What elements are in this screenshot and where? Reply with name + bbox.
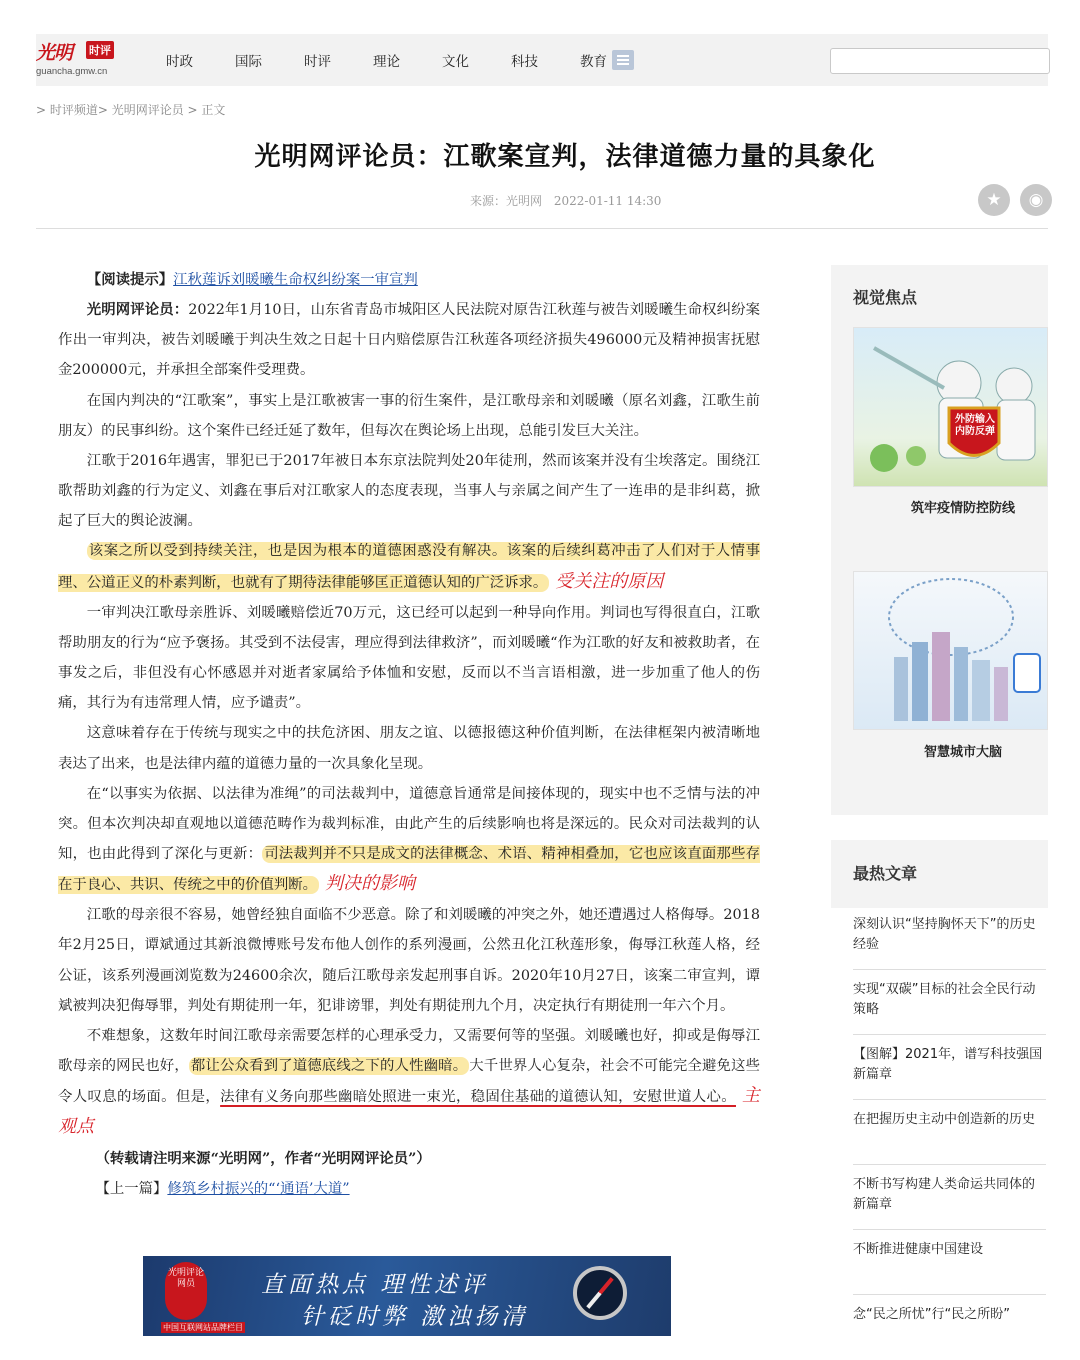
banner-slogan-2: 针砭时弊 激浊扬清: [301, 1304, 529, 1330]
hot-article-item[interactable]: 实现“双碳”目标的社会全民行动策略: [853, 970, 1046, 1035]
paragraph-7-text: 在“以事实为依据、以法律为准绳”的司法裁判中，道德意旨通常是间接体现的，现实中也不乏情与法的冲突。但本次判决却直观地以道德范畴作为裁判标准，由此产生的后续影响也将是深远的。民众对司法裁判的认知，也由此得到了深化与更新：: [58, 785, 760, 862]
previous-article: [58, 1174, 760, 1204]
article-body: [58, 265, 760, 1204]
underline-main-point: 法律有义务向那些幽暗处照进一束光，稳固住基础的道德认知，安慰世道人心。: [220, 1089, 736, 1106]
visual-focus-title: 视觉焦点: [853, 288, 918, 307]
highlight-judgment-impact: 司法裁判并不只是成文的法律概念、术语、精神相叠加，它也应该直面那些存在于良心、共识、传统之中的价值判断。: [58, 845, 760, 894]
highlight-human-darkness: 都让公众看到了道德底线之下的人性幽暗。: [190, 1058, 468, 1075]
search-input[interactable]: [830, 48, 1050, 74]
paragraph-9-text-b: 大千世界人心复杂，社会不可能完全避免这些令人叹息的场面。但是，: [58, 1058, 760, 1106]
article-title: 光明网评论员：江歌案宣判，法律道德力量的具象化: [254, 142, 876, 172]
promo-banner[interactable]: [143, 1256, 671, 1336]
breadcrumb-text[interactable]: > 时评频道> 光明网评论员 > 正文: [36, 103, 226, 117]
paragraph-2: 在国内判决的“江歌案”，事实上是江歌被害一事的衍生案件，是江歌母亲和刘暖曦（原名刘鑫，江歌生前朋友）的民事纠纷。这个案件已经迁延了数年，但每次在舆论场上出现，总能引发巨大关注。: [58, 392, 760, 439]
banner-slogan-1: 直面热点 理性述评: [261, 1272, 489, 1298]
pic2-caption[interactable]: 智慧城市大脑: [923, 745, 1002, 760]
banner-caption: 中国互联网站品牌栏目: [163, 1323, 243, 1332]
paragraph-9: [58, 1021, 760, 1144]
hot-article-item[interactable]: 在把握历史主动中创造新的历史: [853, 1100, 1046, 1165]
hot-article-item[interactable]: 【图解】2021年，谱写科技强国新篇章: [853, 1035, 1046, 1100]
handwritten-note-reason: 受关注的原因: [555, 570, 664, 592]
hot-article-item[interactable]: 念“民之所忧”行“民之所盼”: [853, 1307, 1010, 1322]
favorite-star-icon[interactable]: ★: [978, 184, 1010, 216]
nav-item-international[interactable]: 国际: [235, 54, 262, 70]
handwritten-note-impact: 判决的影响: [325, 873, 416, 895]
nav-item-technology[interactable]: 科技: [511, 54, 538, 70]
banner-seal: 光明评论网员: [165, 1262, 207, 1320]
article-source: 来源：光明网: [470, 194, 543, 208]
smart-city-image[interactable]: [853, 571, 1048, 730]
hot-articles-list: [853, 905, 1046, 1360]
repost-notice: （转载请注明来源“光明网”，作者“光明网评论员”）: [95, 1149, 431, 1167]
hot-article-item[interactable]: 不断书写构建人类命运共同体的新篇章: [853, 1165, 1046, 1230]
paragraph-1: [58, 295, 760, 385]
paragraph-8: 江歌的母亲很不容易，她曾经独自面临不少恶意。除了和刘暖曦的冲突之外，她还遭遇过人格侮辱。2018年2月25日，谭斌通过其新浪微博账号发布他人创作的系列漫画，公然丑化江秋莲形象，侮辱江秋莲人格，经公证，该系列漫画浏览数为24600余次，随后江歌母亲发起刑事自诉。2020年10月27日，该案二审宣判，谭斌被判决犯侮辱罪，判处有期徒刑一年，犯诽谤罪，判处有期徒刑九个月，决定执行有期徒刑一年六个月。: [58, 907, 760, 1014]
article-datetime: 2022-01-11 14:30: [553, 194, 662, 208]
site-logo[interactable]: [36, 38, 136, 82]
previous-article-link[interactable]: 修筑乡村振兴的“‘通语’大道”: [167, 1180, 350, 1197]
nav-item-politics[interactable]: 时政: [166, 54, 193, 70]
nav-item-theory[interactable]: 理论: [373, 54, 400, 70]
handwritten-note-main-point: 主观点: [58, 1085, 760, 1138]
reading-hint: [58, 265, 760, 295]
compass-icon: [573, 1266, 627, 1320]
reading-hint-label: 【阅读提示】: [86, 271, 174, 288]
header-divider: [36, 228, 1048, 229]
highlight-attention-reason: 该案之所以受到持续关注，也是因为根本的道德困惑没有解决。该案的后续纠葛冲击了人们对于人情事理、公道正义的朴素判断，也就有了期待法律能够匡正道德认知的广泛诉求。: [58, 543, 760, 591]
paragraph-9-text-a: 不难想象，这数年时间江歌母亲需要怎样的心理承受力，又需要何等的坚强。刘暖曦也好，抑或是侮辱江歌母亲的网民也好，: [58, 1027, 760, 1075]
article-meta: [470, 192, 661, 209]
logo-tag: 时评: [86, 41, 114, 59]
paragraph-4: [58, 536, 760, 597]
main-nav: [166, 34, 649, 86]
paragraph-6: 这意味着存在于传统与现实之中的扶危济困、朋友之谊、以德报德这种价值判断，在法律框架内被清晰地表达了出来，也是法律内蕴的道德力量的一次具象化呈现。: [58, 725, 760, 772]
paragraph-7: [58, 779, 760, 901]
logo-mark: 光明: [36, 42, 73, 64]
hot-articles-title: 最热文章: [853, 864, 918, 883]
paragraph-1-text: 2022年1月10日，山东省青岛市城阳区人民法院对原告江秋莲与被告刘暖曦生命权纠纷案作出一审判决，被告刘暖曦于判决生效之日起十日内赔偿原告江秋莲各项经济损失496000元及精神损害抚慰金200000元，并承担全部案件受理费。: [58, 302, 760, 379]
paragraph-5: 一审判决江歌母亲胜诉、刘暖曦赔偿近70万元，这已经可以起到一种导向作用。判词也写得很直白，江歌帮助朋友的行为“应予褒扬。其受到不法侵害，理应得到法律救济”，而刘暖曦“作为江歌的好友和被救助者，在事发之后，非但没有心怀感恩并对逝者家属给予体恤和安慰，反而以不当言语相激，进一步加重了他人的伤痛，其行为有违常理人情，应予谴责”。: [58, 604, 760, 712]
wechat-share-icon[interactable]: ◉: [1020, 184, 1052, 216]
top-navigation-bar: [36, 34, 1048, 86]
hot-article-item[interactable]: 不断推进健康中国建设: [853, 1230, 1046, 1295]
author-label: 光明网评论员：: [86, 301, 189, 319]
nav-item-commentary[interactable]: 时评: [304, 54, 331, 70]
shield-slogan: 外防输入 内防反弹: [955, 414, 995, 437]
paragraph-3: 江歌于2016年遇害，罪犯已于2017年被日本东京法院判处20年徒刑，然而该案并没有尘埃落定。围绕江歌帮助刘鑫的行为定义、刘鑫在事后对江歌家人的态度表现，当事人与亲属之间产生了一连串的是非纠葛，掀起了巨大的舆论波澜。: [58, 452, 760, 530]
previous-article-label: 【上一篇】: [95, 1180, 168, 1197]
epidemic-prevention-image[interactable]: [853, 327, 1048, 487]
reading-hint-link[interactable]: 江秋莲诉刘暖曦生命权纠纷案一审宣判: [173, 272, 418, 288]
nav-item-culture[interactable]: 文化: [442, 54, 469, 70]
pic1-caption[interactable]: 筑牢疫情防控防线: [910, 501, 1015, 516]
menu-icon[interactable]: [612, 50, 634, 70]
logo-domain: guancha.gmw.cn: [36, 66, 108, 77]
hot-article-item[interactable]: 深刻认识“坚持胸怀天下”的历史经验: [853, 905, 1046, 970]
breadcrumb[interactable]: [36, 101, 225, 118]
nav-item-education[interactable]: 教育: [580, 54, 607, 70]
